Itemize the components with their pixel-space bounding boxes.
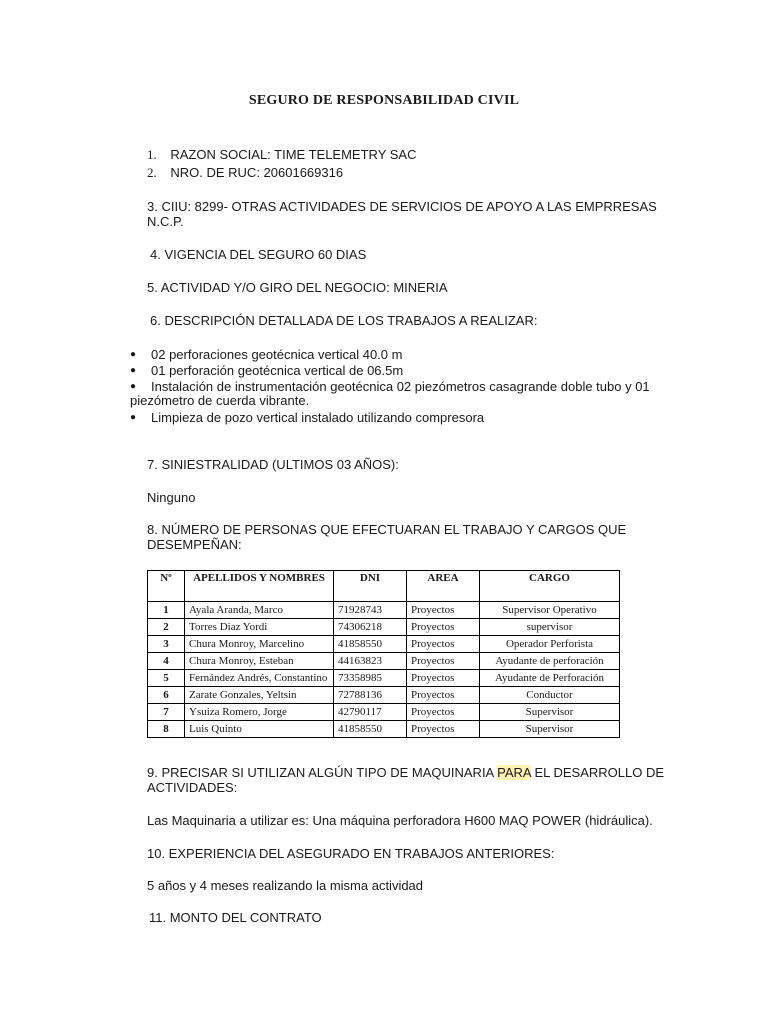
cell-area: Proyectos — [407, 602, 480, 619]
bullet-icon: ● — [130, 381, 137, 392]
table-row — [148, 636, 620, 653]
cell-area: Proyectos — [407, 704, 480, 721]
item-ciiu: 3. CIIU: 8299- OTRAS ACTIVIDADES DE SERVICIOS DE APOYO A LAS EMPRRESAS N.C.P. — [147, 199, 657, 229]
cell-area: Proyectos — [407, 670, 480, 687]
cell-number: 4 — [148, 653, 185, 670]
item-experiencia: 10. EXPERIENCIA DEL ASEGURADO EN TRABAJOS ANTERIORES: — [147, 846, 555, 861]
cell-number: 2 — [148, 619, 185, 636]
cell-number: 6 — [148, 687, 185, 704]
cell-area: Proyectos — [407, 653, 480, 670]
item-text: RAZON SOCIAL: TIME TELEMETRY SAC — [170, 147, 417, 162]
cell-area: Proyectos — [407, 619, 480, 636]
cell-dni: 71928743 — [334, 602, 407, 619]
item-actividad: 5. ACTIVIDAD Y/O GIRO DEL NEGOCIO: MINERIA — [147, 280, 448, 295]
cell-cargo: Supervisor — [480, 704, 620, 721]
table-row — [148, 602, 620, 619]
item-descripcion: 6. DESCRIPCIÓN DETALLADA DE LOS TRABAJOS A REALIZAR: — [150, 313, 538, 328]
item-ruc — [147, 165, 343, 181]
cell-number: 7 — [148, 704, 185, 721]
cell-cargo: Ayudante de Perforación — [480, 670, 620, 687]
cell-dni: 72788136 — [334, 687, 407, 704]
header-names: APELLIDOS Y NOMBRES — [185, 571, 334, 602]
bullet-continuation: piezómetro de cuerda vibrante. — [130, 393, 310, 408]
experiencia-answer: 5 años y 4 meses realizando la misma actividad — [147, 878, 424, 893]
siniestralidad-answer: Ninguno — [147, 490, 196, 505]
cell-name: Ayala Aranda, Marco — [185, 602, 334, 619]
item-siniestralidad: 7. SINIESTRALIDAD (ULTIMOS 03 AÑOS): — [147, 457, 399, 472]
item-number: 1. — [147, 147, 157, 162]
cell-cargo: Supervisor Operativo — [480, 602, 620, 619]
cell-name: Ysuiza Romero, Jorge — [185, 704, 334, 721]
cell-name: Torres Diaz Yordi — [185, 619, 334, 636]
header-dni: DNI — [334, 571, 407, 602]
cell-area: Proyectos — [407, 687, 480, 704]
cell-number: 8 — [148, 721, 185, 738]
cell-cargo: Supervisor — [480, 721, 620, 738]
cell-cargo: supervisor — [480, 619, 620, 636]
table-row — [148, 721, 620, 738]
cell-dni: 44163823 — [334, 653, 407, 670]
item-razon-social — [147, 147, 416, 163]
item-text: EL DESARROLLO DE ACTIVIDADES: — [147, 765, 665, 795]
header-cargo: CARGO — [480, 571, 620, 602]
table-row — [148, 619, 620, 636]
table-row — [148, 670, 620, 687]
personnel-table — [147, 570, 620, 738]
item-vigencia: 4. VIGENCIA DEL SEGURO 60 DIAS — [150, 247, 367, 262]
table-header-row — [148, 571, 620, 602]
cell-number: 5 — [148, 670, 185, 687]
cell-number: 1 — [148, 602, 185, 619]
highlighted-word: PARA — [497, 765, 531, 780]
cell-dni: 74306218 — [334, 619, 407, 636]
bullet-icon: ● — [130, 349, 137, 360]
cell-cargo: Ayudante de perforación — [480, 653, 620, 670]
cell-name: Luis Quinto — [185, 721, 334, 738]
cell-area: Proyectos — [407, 721, 480, 738]
header-number: Nº — [148, 571, 185, 602]
item-maquinaria — [147, 765, 667, 795]
table-row — [148, 687, 620, 704]
cell-name: Chura Monroy, Marcelino — [185, 636, 334, 653]
cell-dni: 41858550 — [334, 636, 407, 653]
maquinaria-answer: Las Maquinaria a utilizar es: Una máquina perforadora H600 MAQ POWER (hidráulica). — [147, 813, 653, 828]
bullet-icon: ● — [130, 365, 137, 376]
cell-name: Fernández Andrés, Constantino — [185, 670, 334, 687]
item-number: 2. — [147, 165, 157, 180]
cell-dni: 42790117 — [334, 704, 407, 721]
cell-dni: 73358985 — [334, 670, 407, 687]
cell-dni: 41858550 — [334, 721, 407, 738]
cell-cargo: Operador Perforista — [480, 636, 620, 653]
cell-cargo: Conductor — [480, 687, 620, 704]
item-text: 9. PRECISAR SI UTILIZAN ALGÚN TIPO DE MAQUINARIA — [147, 765, 498, 780]
header-area: AREA — [407, 571, 480, 602]
item-numero-personas: 8. NÚMERO DE PERSONAS QUE EFECTUARAN EL TRABAJO Y CARGOS QUE DESEMPEÑAN: — [147, 522, 627, 552]
ruc-value: 20601669316 — [263, 165, 344, 180]
document-title: SEGURO DE RESPONSABILIDAD CIVIL — [248, 93, 520, 108]
cell-number: 3 — [148, 636, 185, 653]
document-page: SEGURO DE RESPONSABILIDAD CIVIL 1. RAZON SOCIAL: TIME TELEMETRY SAC 2. NRO. DE RUC: 20601669316 3. CIIU: 8299- OTRAS ACTIVIDADES DE SERVICIOS DE APOYO A LAS EMPRRESAS N.C.P. 4. VIGENCIA DEL SEGURO 60 DIAS 5. ACTIVIDAD Y/O GIRO DEL NEGOCIO: MINERIA 6. DESCRIPCIÓN DETALLADA DE LOS TRABAJOS A REALIZAR: ● 02 perforaciones geotécnica vertical 40.0 m ● 01 perforación geotécnica vertical de 06.5m ● Instalación de instrumentación geotécnica 02 piezómetros casagrande doble tubo y 01 piezómetro de cuerda vibrante. ● Limpieza de pozo vertical instalado utilizando compresora 7. SINIESTRALIDAD (ULTIMOS 03 AÑOS): Ninguno 8. NÚMERO DE PERSONAS QUE EFECTUARAN EL TRABAJO Y CARGOS QUE DESEMPEÑAN: Nº APELLIDOS Y NOMBRES DNI AREA CARGO 1 Ayala Aranda, Marco 71928743 Proyectos Supervisor Operativo 2 Torres Diaz Yordi 74306218 Proyectos supervisor 3 Chura Monroy, Marcelino 41858550 Proyectos Operador Perforista 4 Chura Monroy, Esteban 44163823 Proyectos Ayudante de perforación 5 Fernández Andrés, Constantino 73358985 Proyectos Ayudante de Perforación 6 Zarate Gonzales, Yeltsin 72788136 Proyectos Conductor 7 Ysuiza Romero, Jorge 42790117 Proyectos Supervisor 8 Luis Quinto 41858550 Proyectos Supervisor 9. PRECISAR SI UTILIZAN ALGÚN TIPO DE MAQUINARIA PARA EL DESARROLLO DE ACTIVIDADES: Las Maquinaria a utilizar es: Una máquina perforadora H600 MAQ POWER (hidráulica). 10. EXPERIENCIA DEL ASEGURADO EN TRABAJOS ANTERIORES: 5 años y 4 meses realizando la misma actividad 11. MONTO DEL CONTRATO — [0, 0, 768, 1024]
bullet-icon: ● — [130, 412, 137, 423]
item-text: NRO. DE RUC: — [170, 165, 264, 180]
table-row — [148, 704, 620, 721]
cell-name: Chura Monroy, Esteban — [185, 653, 334, 670]
cell-name: Zarate Gonzales, Yeltsin — [185, 687, 334, 704]
table-row — [148, 653, 620, 670]
item-monto: 11. MONTO DEL CONTRATO — [149, 910, 322, 925]
cell-area: Proyectos — [407, 636, 480, 653]
